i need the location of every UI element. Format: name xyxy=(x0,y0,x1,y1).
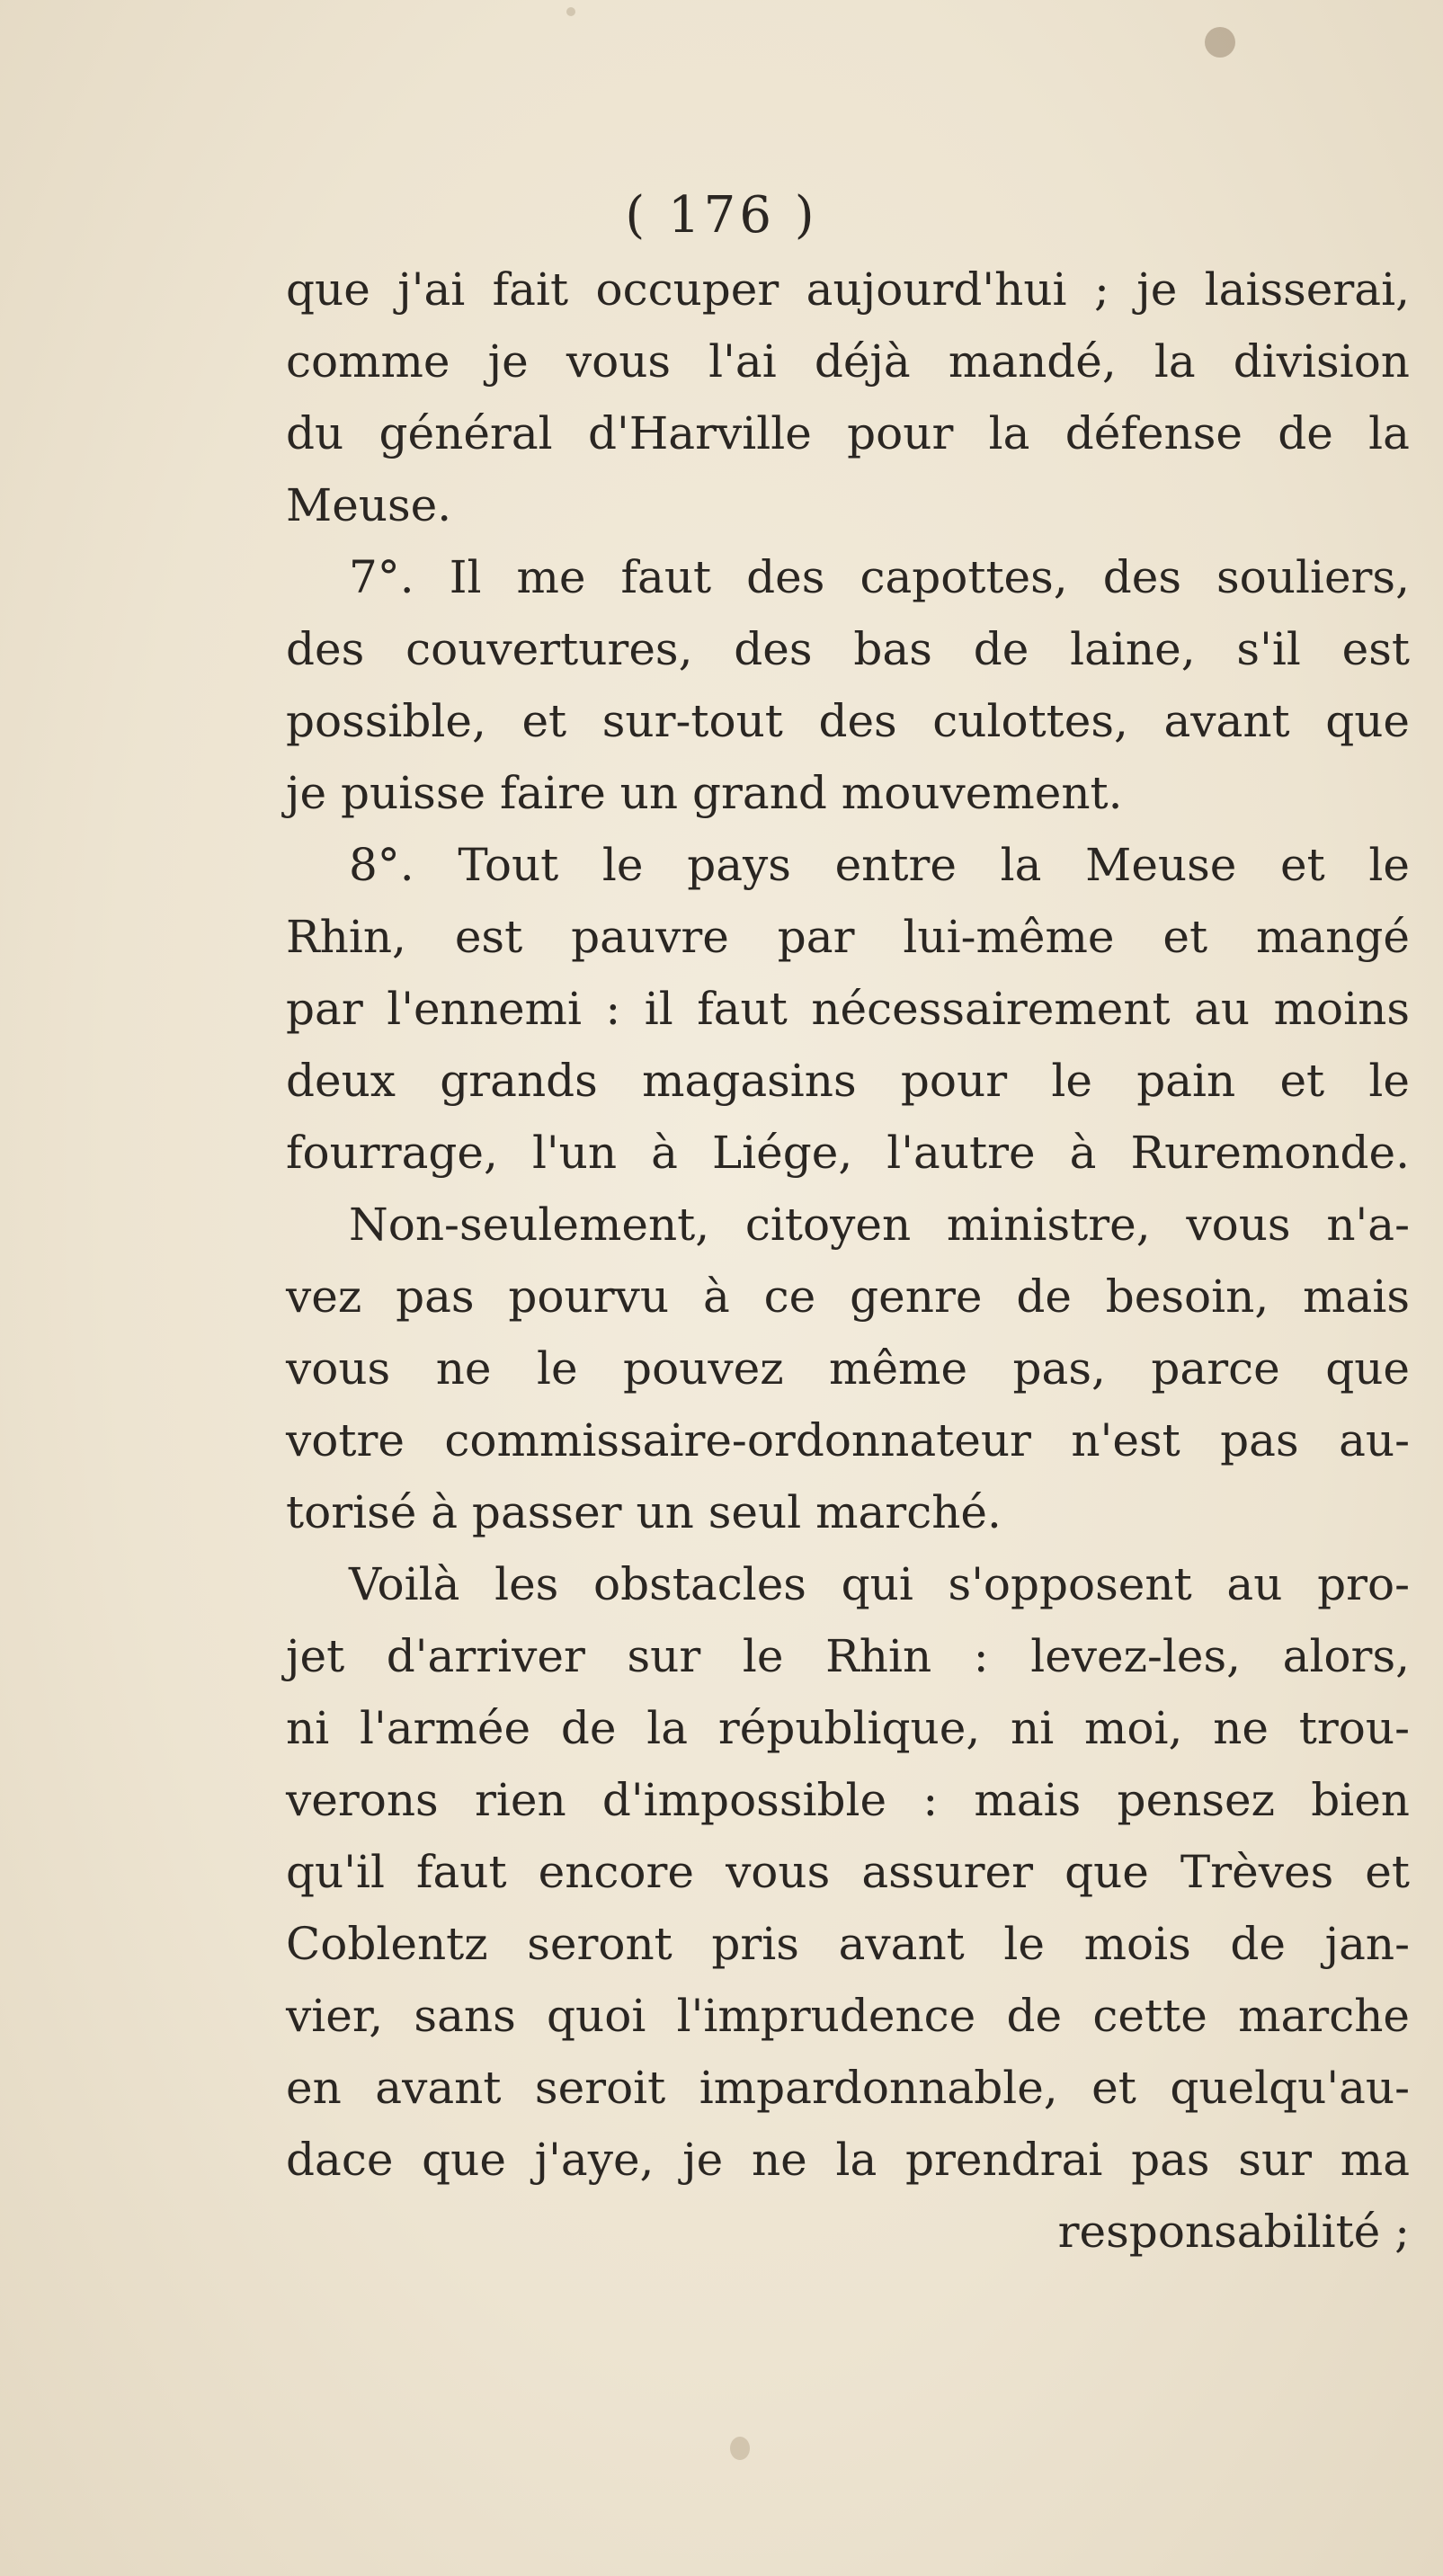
text-line: vez pas pourvu à ce genre de besoin, mais xyxy=(286,1270,1410,1323)
text-line: par l'ennemi : il faut nécessairement au moins xyxy=(286,983,1410,1035)
text-line: 8°. Tout le pays entre la Meuse et le xyxy=(349,839,1410,891)
text-line: Rhin, est pauvre par lui-même et mangé xyxy=(286,911,1410,963)
page-number-header: ( 176 ) xyxy=(625,186,818,245)
text-line: verons rien d'impossible : mais pensez bien xyxy=(286,1774,1410,1826)
text-line: Meuse. xyxy=(286,479,452,531)
text-line: votre commissaire-ordonnateur n'est pas au- xyxy=(286,1414,1410,1466)
text-line: dace que j'aye, je ne la prendrai pas sur ma xyxy=(286,2134,1410,2186)
text-line: responsabilité ; xyxy=(1057,2206,1410,2258)
text-line: des couvertures, des bas de laine, s'il est xyxy=(286,623,1410,675)
text-line: je puisse faire un grand mouvement. xyxy=(286,767,1123,819)
text-line: fourrage, l'un à Liége, l'autre à Ruremonde. xyxy=(286,1127,1410,1179)
text-line: Voilà les obstacles qui s'opposent au pro- xyxy=(349,1558,1410,1610)
text-line: vier, sans quoi l'imprudence de cette marche xyxy=(286,1990,1410,2042)
body-text xyxy=(286,254,1410,2268)
text-line: qu'il faut encore vous assurer que Trèves et xyxy=(286,1846,1410,1898)
text-line: comme je vous l'ai déjà mandé, la division xyxy=(286,335,1410,388)
text-line: torisé à passer un seul marché. xyxy=(286,1486,1002,1538)
text-line: Non-seulement, citoyen ministre, vous n'a- xyxy=(349,1199,1410,1251)
paper-stain xyxy=(730,2437,750,2460)
paper-stain xyxy=(566,7,575,16)
text-line: possible, et sur-tout des culottes, avant que xyxy=(286,695,1410,747)
text-line: 7°. Il me faut des capottes, des souliers, xyxy=(349,551,1410,603)
text-line: du général d'Harville pour la défense de la xyxy=(286,407,1410,459)
text-line: que j'ai fait occuper aujourd'hui ; je laisserai, xyxy=(286,263,1410,316)
text-line: en avant seroit impardonnable, et quelqu'au- xyxy=(286,2062,1410,2114)
text-line: vous ne le pouvez même pas, parce que xyxy=(286,1342,1410,1395)
text-line: Coblentz seront pris avant le mois de jan- xyxy=(286,1918,1410,1970)
text-line: ni l'armée de la république, ni moi, ne trou- xyxy=(286,1702,1410,1754)
paper-stain xyxy=(1205,27,1235,58)
text-line: deux grands magasins pour le pain et le xyxy=(286,1055,1410,1107)
text-line: jet d'arriver sur le Rhin : levez-les, alors, xyxy=(286,1630,1410,1682)
